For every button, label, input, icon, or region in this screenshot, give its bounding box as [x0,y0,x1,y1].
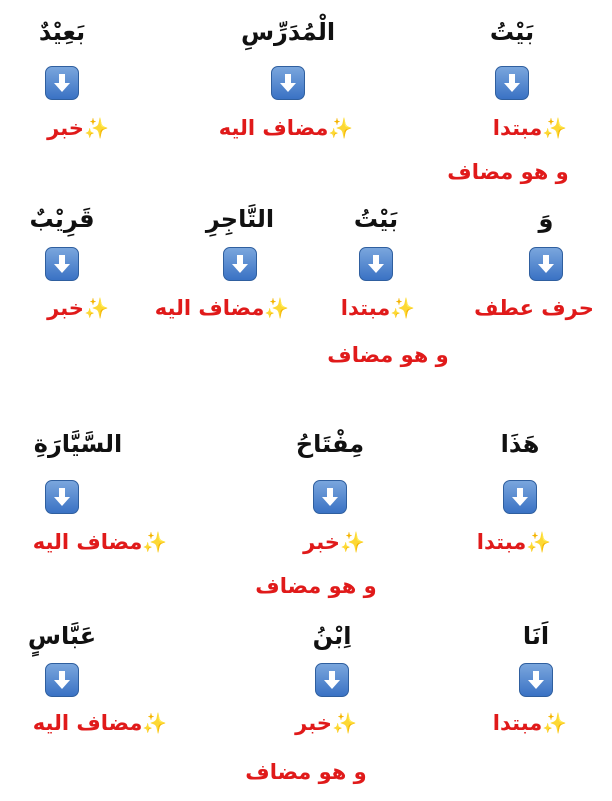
sentence-4-word-1: اَنَا [522,622,550,650]
sentence-2-word-3: التَّاجِرِ [205,205,275,233]
sparkles-icon: ✨ [83,296,109,320]
down-arrow-icon [519,663,553,697]
sentence-2-role-2: ✨مبتدا [340,296,416,320]
sentence-2-role-3: ✨مضاف اليه [154,296,290,320]
down-arrow-icon [223,247,257,281]
sentence-3-role-2: ✨خبر [303,530,365,554]
sparkles-icon: ✨ [264,296,290,320]
sentence-3-word-2: مِفْتَاحُ [295,430,365,458]
sentence-4-role-2: ✨خبر [295,711,357,735]
sentence-2-role-4: ✨خبر [47,296,109,320]
down-arrow-icon [495,66,529,100]
sentence-2-word-4: قَرِيْبٌ [29,205,95,233]
sentence-1-note: و هو مضاف [447,160,569,184]
sentence-2-word-2: بَيْتُ [353,205,399,233]
sentence-1-role-3: ✨خبر [47,116,109,140]
sparkles-icon: ✨ [526,530,552,554]
down-arrow-icon [503,480,537,514]
sentence-4-role-3: ✨مضاف اليه [32,711,168,735]
down-arrow-icon [313,480,347,514]
down-arrow-icon [45,663,79,697]
sentence-1-word-3: بَعِيْدٌ [38,18,86,46]
down-arrow-icon [271,66,305,100]
sparkles-icon: ✨ [542,116,568,140]
down-arrow-icon [45,247,79,281]
sparkles-icon: ✨ [339,530,365,554]
down-arrow-icon [45,66,79,100]
sentence-4-word-2: اِبْنُ [312,622,352,650]
sentence-3-note: و هو مضاف [255,574,377,598]
sentence-4-note: و هو مضاف [245,760,367,784]
sparkles-icon: ✨ [83,116,109,140]
sentence-1-role-1: ✨مبتدا [492,116,568,140]
sparkles-icon: ✨ [542,711,568,735]
sentence-2-role-1: حرف عطف [474,296,594,320]
sentence-3-word-1: هَذَا [500,430,540,458]
sparkles-icon: ✨ [142,711,168,735]
sentence-3-role-1: ✨مبتدا [476,530,552,554]
sentence-1-word-1: بَيْتُ [489,18,535,46]
sentence-3-word-3: السَّيَّارَةِ [33,430,123,458]
sentence-1-role-2: ✨مضاف اليه [218,116,354,140]
sentence-4-role-1: ✨مبتدا [492,711,568,735]
down-arrow-icon [529,247,563,281]
sparkles-icon: ✨ [390,296,416,320]
down-arrow-icon [359,247,393,281]
sentence-2-note: و هو مضاف [327,343,449,367]
sentence-2-word-1: وَ [538,205,554,233]
sentence-4-word-3: عَبَّاسٍ [27,622,97,650]
sparkles-icon: ✨ [142,530,168,554]
sparkles-icon: ✨ [328,116,354,140]
down-arrow-icon [45,480,79,514]
sparkles-icon: ✨ [331,711,357,735]
down-arrow-icon [315,663,349,697]
sentence-3-role-3: ✨مضاف اليه [32,530,168,554]
sentence-1-word-2: الْمُدَرِّسِ [240,18,336,46]
